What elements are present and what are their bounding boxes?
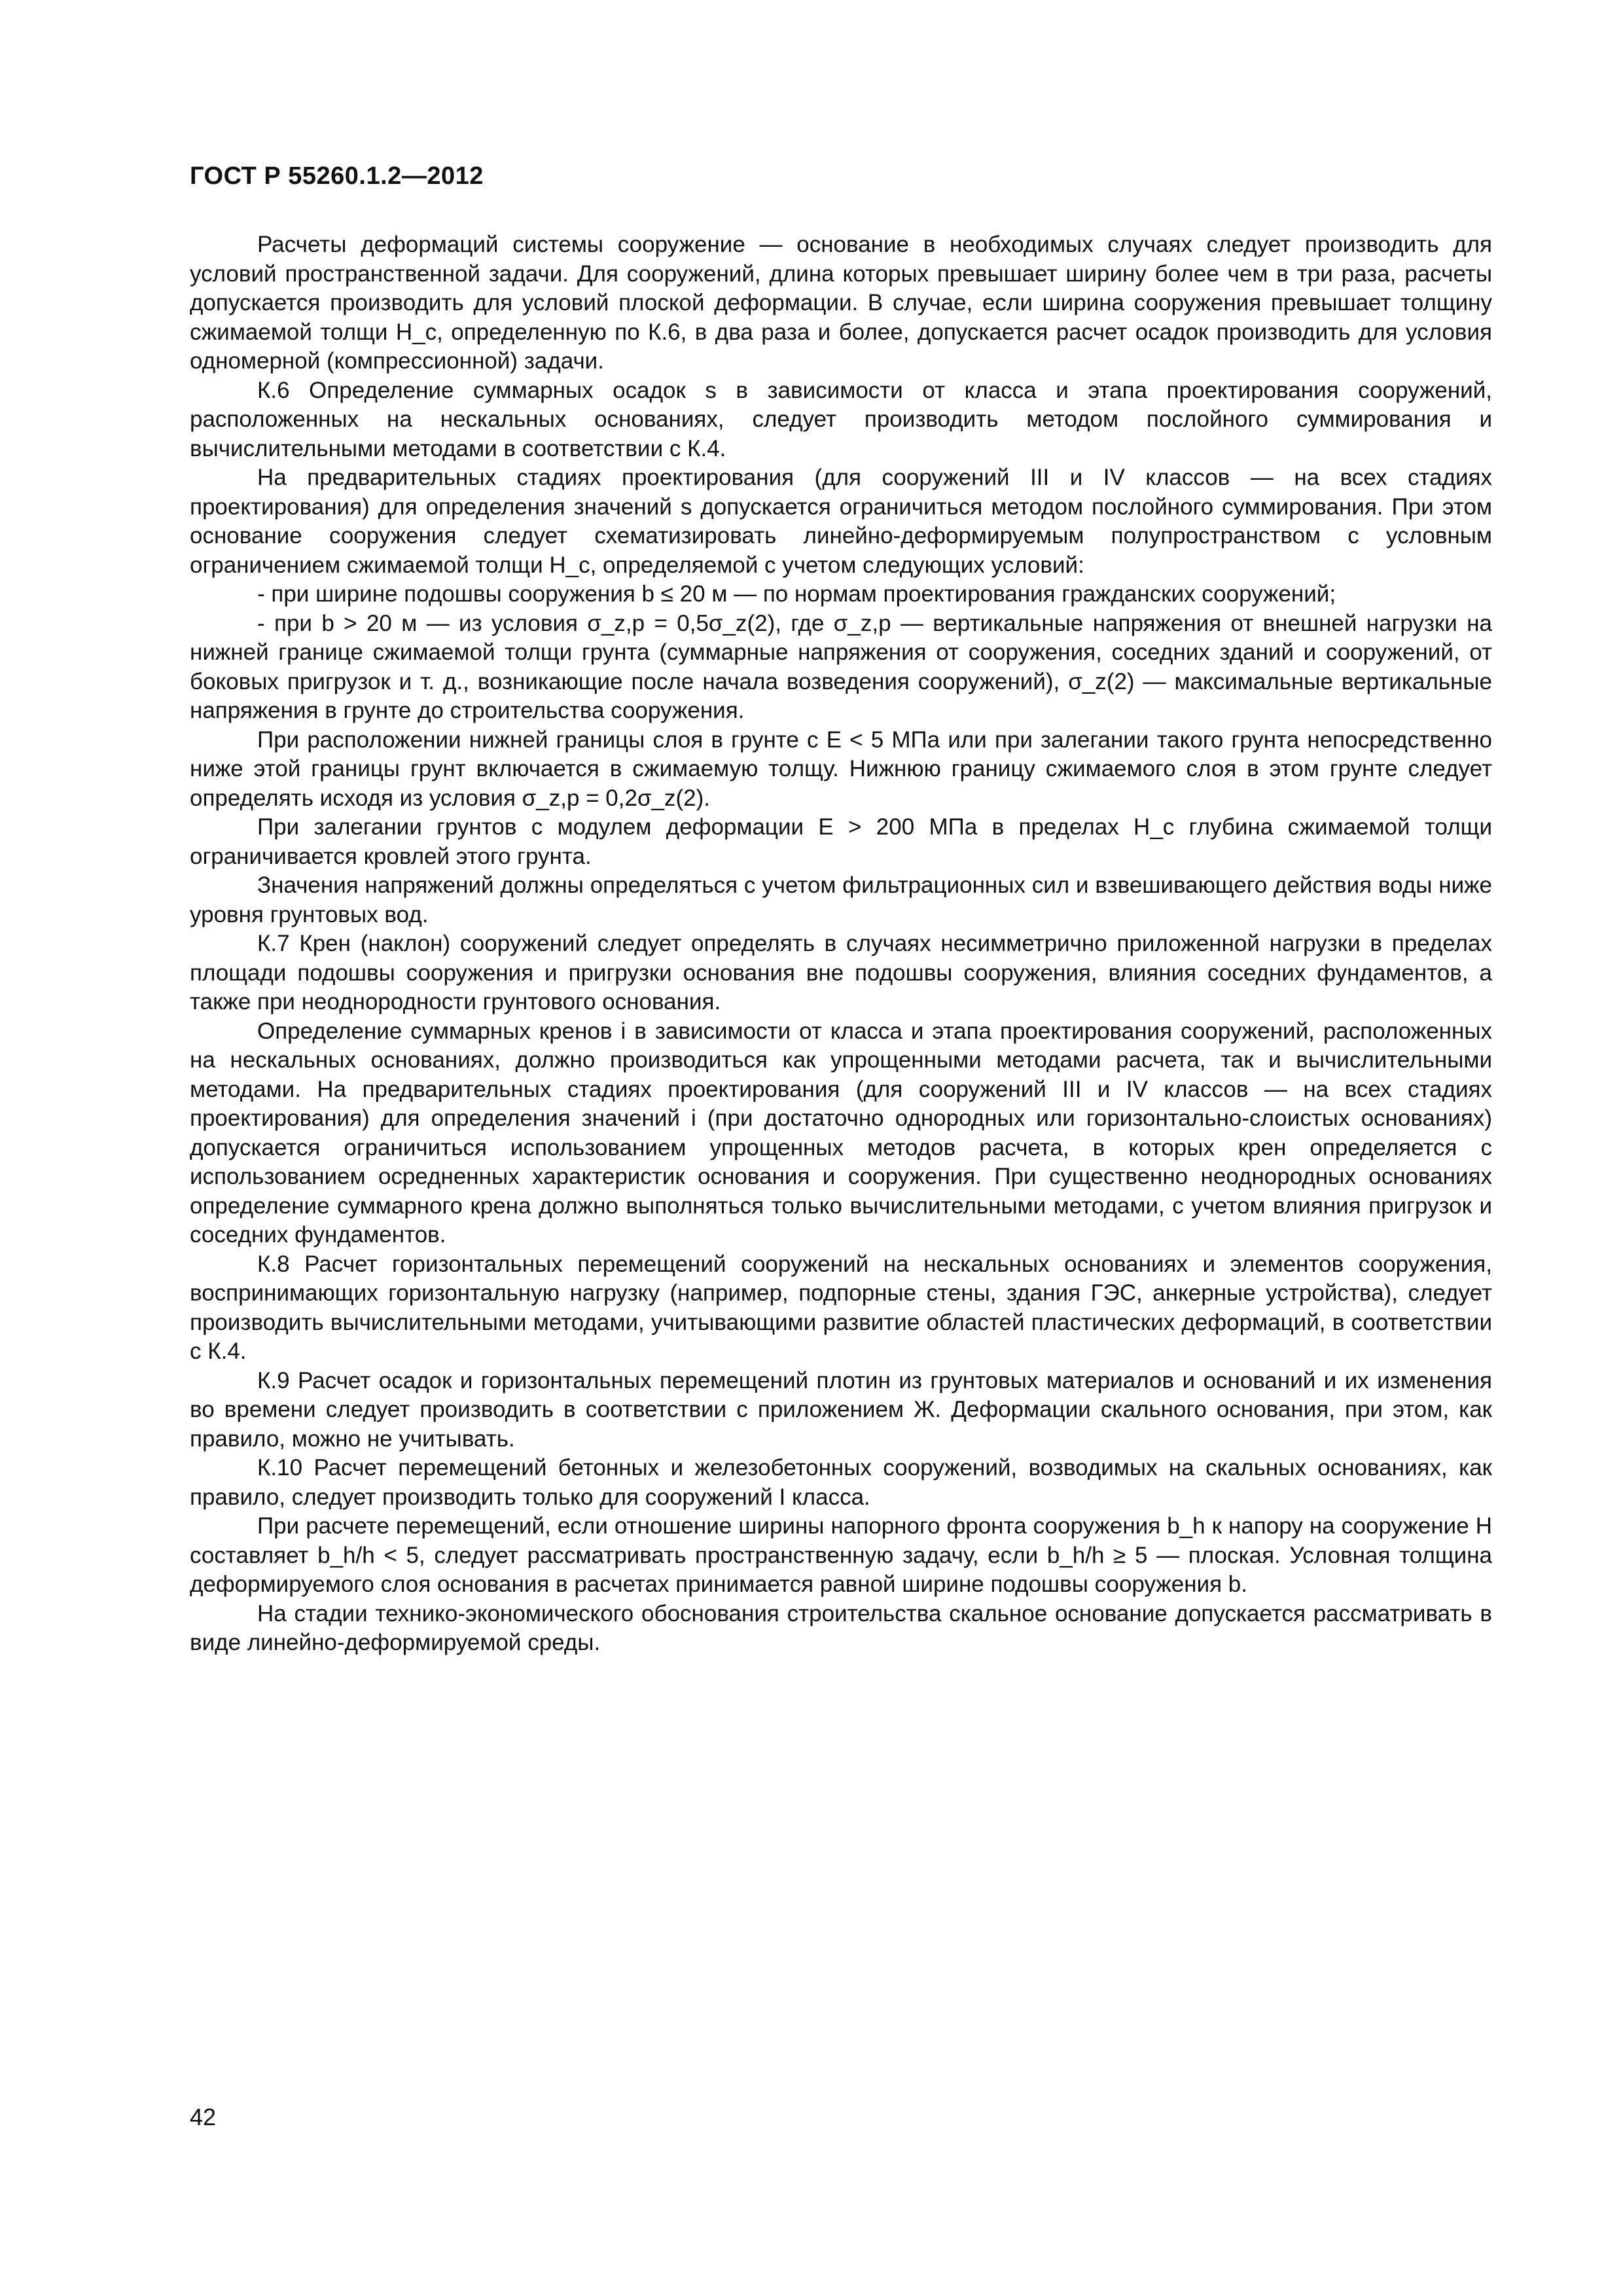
list-item: - при b > 20 м — из условия σ_z,p = 0,5σ_z(2), где σ_z,p — вертикальные напряжения от внешней нагрузки на нижней границе сжимаемой толщи грунта (суммарные напряжения от сооружения, соседних зданий и сооружений, от боковых пригрузок и т. д., возникающие после начала возведения сооружений), σ_z(2) — максимальные вертикальные напряжения в грунте до строительства сооружения. (190, 610, 1492, 723)
list-item: - при ширине подошвы сооружения b ≤ 20 м — по нормам проектирования гражданских сооружений; (257, 581, 1336, 607)
paragraph: Значения напряжений должны определяться с учетом фильтрационных сил и взвешивающего действия воды ниже уровня грунтовых вод. (190, 872, 1492, 927)
paragraph: На предварительных стадиях проектирования (для сооружений III и IV классов — на всех стадиях проектирования) для определения значений s допускается ограничиться методом послойного суммирования. При этом основание сооружения следует схематизировать линейно-деформируемым полупространством с условным ограничением сжимаемой толщи H_c, определяемой с учетом следующих условий: (190, 465, 1492, 578)
document-code: ГОСТ Р 55260.1.2—2012 (190, 162, 484, 190)
paragraph: На стадии технико-экономического обоснования строительства скальное основание допускается рассматривать в виде линейно-деформируемой среды. (190, 1600, 1492, 1655)
paragraph: При залегании грунтов с модулем деформации E > 200 МПа в пределах H_c глубина сжимаемой толщи ограничивается кровлей этого грунта. (190, 814, 1492, 869)
body-text (190, 230, 1492, 1658)
paragraph: Определение суммарных кренов i в зависимости от класса и этапа проектирования сооружений, расположенных на нескальных основаниях, должно производиться как упрощенными методами расчета, так и вычислительными методами. На предварительных стадиях проектирования (для сооружений III и IV классов — на всех стадиях проектирования) для определения значений i (при достаточно однородных или горизонтально-слоистых основаниях) допускается ограничиться использованием упрощенных методов расчета, в которых крен определяется с использованием осредненных характеристик основания и сооружения. При существенно неоднородных основаниях определение суммарного крена должно выполняться только вычислительными методами, с учетом влияния пригрузок и соседних фундаментов. (190, 1018, 1492, 1247)
paragraph: К.7 Крен (наклон) сооружений следует определять в случаях несимметрично приложенной нагрузки в пределах площади подошвы сооружения и пригрузки основания вне подошвы сооружения, влияния соседних фундаментов, а также при неоднородности грунтового основания. (190, 931, 1492, 1014)
paragraph: Расчеты деформаций системы сооружение — основание в необходимых случаях следует производить для условий пространственной задачи. Для сооружений, длина которых превышает ширину более чем в три раза, расчеты допускается производить для условий плоской деформации. В случае, если ширина сооружения превышает толщину сжимаемой толщи H_c, определенную по К.6, в два раза и более, допускается расчет осадок производить для условия одномерной (компрессионной) задачи. (190, 232, 1492, 374)
paragraph: При расположении нижней границы слоя в грунте с E < 5 МПа или при залегании такого грунта непосредственно ниже этой границы грунт включается в сжимаемую толщу. Нижнюю границу сжимаемого слоя в этом грунте следует определять исходя из условия σ_z,p = 0,2σ_z(2). (190, 726, 1492, 811)
paragraph: К.6 Определение суммарных осадок s в зависимости от класса и этапа проектирования сооружений, расположенных на нескальных основаниях, следует производить методом послойного суммирования и вычислительными методами в соответствии с К.4. (190, 377, 1492, 461)
paragraph: К.8 Расчет горизонтальных перемещений сооружений на нескальных основаниях и элементов сооружения, воспринимающих горизонтальную нагрузку (например, подпорные стены, здания ГЭС, анкерные устройства), следует производить вычислительными методами, учитывающими развитие областей пластических деформаций, в соответствии с К.4. (190, 1251, 1492, 1364)
paragraph: К.10 Расчет перемещений бетонных и железобетонных сооружений, возводимых на скальных основаниях, как правило, следует производить только для сооружений I класса. (190, 1455, 1492, 1510)
paragraph: К.9 Расчет осадок и горизонтальных перемещений плотин из грунтовых материалов и оснований и их изменения во времени следует производить в соответствии с приложением Ж. Деформации скального основания, при этом, как правило, можно не учитывать. (190, 1367, 1492, 1452)
paragraph: При расчете перемещений, если отношение ширины напорного фронта сооружения b_h к напору на сооружение H составляет b_h/h < 5, следует рассматривать пространственную задачу, если b_h/h ≥ 5 — плоская. Условная толщина деформируемого слоя основания в расчетах принимается равной ширине подошвы сооружения b. (190, 1513, 1492, 1597)
page-number: 42 (190, 2104, 217, 2130)
